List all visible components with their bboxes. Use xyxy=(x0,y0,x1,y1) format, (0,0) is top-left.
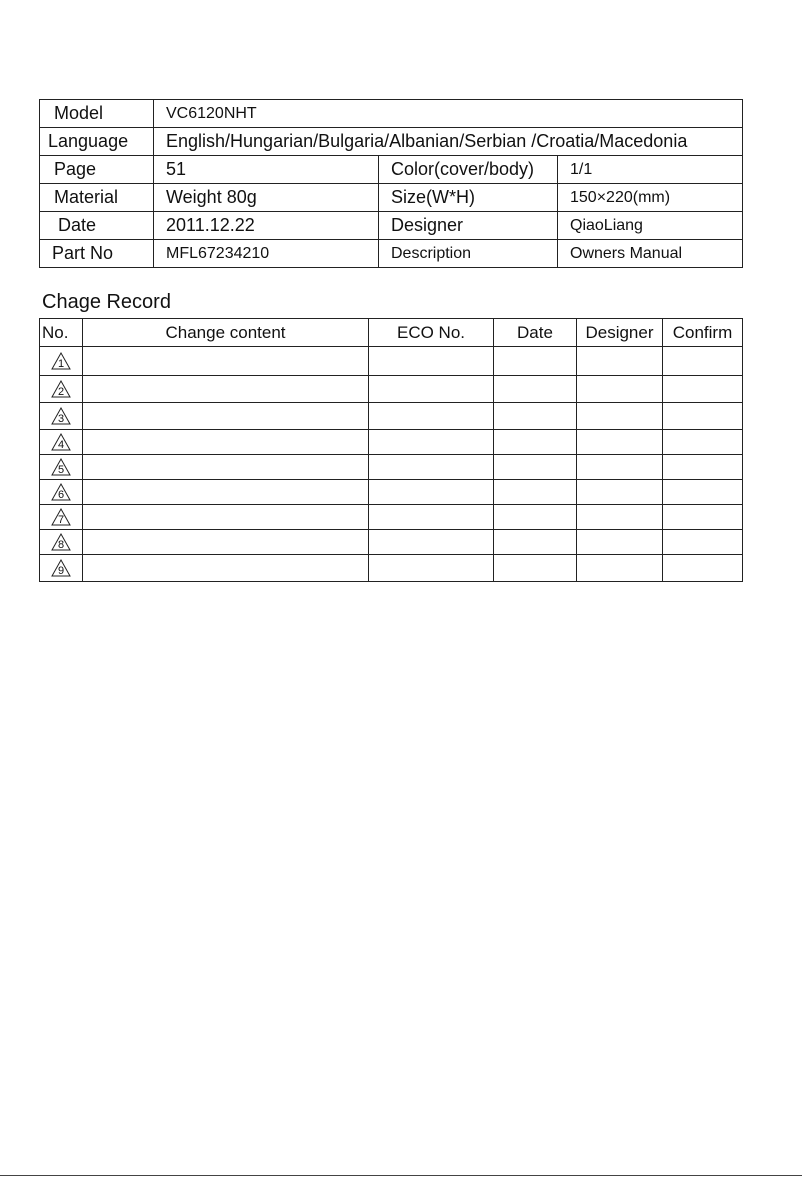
header-confirm: Confirm xyxy=(663,319,743,347)
spec-row-material xyxy=(40,184,743,212)
designer-cell xyxy=(577,403,663,430)
change-content-cell xyxy=(83,376,369,403)
date-cell xyxy=(494,555,577,582)
table-row xyxy=(40,530,743,555)
table-row xyxy=(40,403,743,430)
size-label: Size(W*H) xyxy=(379,184,558,212)
eco-no-cell xyxy=(369,430,494,455)
table-row xyxy=(40,555,743,582)
confirm-cell xyxy=(663,480,743,505)
date-cell xyxy=(494,347,577,376)
confirm-cell xyxy=(663,347,743,376)
description-label: Description xyxy=(379,240,558,268)
change-record-table xyxy=(39,318,743,582)
row-number: 1 xyxy=(57,357,65,370)
table-row xyxy=(40,505,743,530)
material-value: Weight 80g xyxy=(154,184,379,212)
triangle-revision-icon xyxy=(51,458,71,476)
date-value: 2011.12.22 xyxy=(154,212,379,240)
change-record-header xyxy=(40,319,743,347)
change-content-cell xyxy=(83,455,369,480)
designer-cell xyxy=(577,347,663,376)
spec-row-page xyxy=(40,156,743,184)
table-row xyxy=(40,480,743,505)
row-number: 3 xyxy=(57,412,65,425)
row-number-cell xyxy=(40,555,83,582)
change-record-title: Chage Record xyxy=(42,291,171,313)
eco-no-cell xyxy=(369,480,494,505)
eco-no-cell xyxy=(369,403,494,430)
row-number: 9 xyxy=(57,564,65,577)
date-cell xyxy=(494,480,577,505)
page-label: Page xyxy=(40,156,154,184)
size-value: 150×220(mm) xyxy=(558,184,743,212)
designer-value: QiaoLiang xyxy=(558,212,743,240)
row-number-cell xyxy=(40,347,83,376)
triangle-revision-icon xyxy=(51,533,71,551)
language-label: Language xyxy=(40,128,154,156)
row-number-cell xyxy=(40,480,83,505)
date-label: Date xyxy=(40,212,154,240)
eco-no-cell xyxy=(369,347,494,376)
change-content-cell xyxy=(83,505,369,530)
triangle-revision-icon xyxy=(51,407,71,425)
row-number: 5 xyxy=(57,463,65,476)
model-value: VC6120NHT xyxy=(154,100,743,128)
triangle-revision-icon xyxy=(51,508,71,526)
row-number-cell xyxy=(40,403,83,430)
row-number: 4 xyxy=(57,438,65,451)
eco-no-cell xyxy=(369,505,494,530)
spec-row-model xyxy=(40,100,743,128)
confirm-cell xyxy=(663,455,743,480)
triangle-revision-icon xyxy=(51,352,71,370)
row-number: 2 xyxy=(57,385,65,398)
designer-cell xyxy=(577,530,663,555)
designer-cell xyxy=(577,430,663,455)
date-cell xyxy=(494,530,577,555)
material-label: Material xyxy=(40,184,154,212)
table-row xyxy=(40,347,743,376)
change-record-body xyxy=(40,347,743,582)
language-value: English/Hungarian/Bulgaria/Albanian/Serbian /Croatia/Macedonia xyxy=(154,128,743,156)
row-number-cell xyxy=(40,505,83,530)
change-content-cell xyxy=(83,530,369,555)
eco-no-cell xyxy=(369,455,494,480)
row-number: 7 xyxy=(57,513,65,526)
table-row xyxy=(40,376,743,403)
triangle-revision-icon xyxy=(51,380,71,398)
date-cell xyxy=(494,403,577,430)
partno-value: MFL67234210 xyxy=(154,240,379,268)
spec-row-date xyxy=(40,212,743,240)
page-bottom-rule xyxy=(0,1175,802,1176)
date-cell xyxy=(494,376,577,403)
header-change-content: Change content xyxy=(83,319,369,347)
header-eco-no: ECO No. xyxy=(369,319,494,347)
date-cell xyxy=(494,455,577,480)
description-value: Owners Manual xyxy=(558,240,743,268)
row-number-cell xyxy=(40,430,83,455)
color-label: Color(cover/body) xyxy=(379,156,558,184)
triangle-revision-icon xyxy=(51,483,71,501)
header-date: Date xyxy=(494,319,577,347)
confirm-cell xyxy=(663,555,743,582)
designer-cell xyxy=(577,505,663,530)
designer-cell xyxy=(577,555,663,582)
row-number: 8 xyxy=(57,538,65,551)
row-number-cell xyxy=(40,376,83,403)
row-number-cell xyxy=(40,530,83,555)
confirm-cell xyxy=(663,376,743,403)
row-number-cell xyxy=(40,455,83,480)
change-content-cell xyxy=(83,430,369,455)
confirm-cell xyxy=(663,403,743,430)
row-number: 6 xyxy=(57,488,65,501)
triangle-revision-icon xyxy=(51,433,71,451)
eco-no-cell xyxy=(369,555,494,582)
spec-row-partno xyxy=(40,240,743,268)
eco-no-cell xyxy=(369,376,494,403)
designer-cell xyxy=(577,376,663,403)
spec-row-language xyxy=(40,128,743,156)
designer-label: Designer xyxy=(379,212,558,240)
spec-table xyxy=(39,99,743,268)
table-row xyxy=(40,430,743,455)
confirm-cell xyxy=(663,530,743,555)
change-content-cell xyxy=(83,480,369,505)
change-content-cell xyxy=(83,403,369,430)
color-value: 1/1 xyxy=(558,156,743,184)
change-content-cell xyxy=(83,555,369,582)
model-label: Model xyxy=(40,100,154,128)
designer-cell xyxy=(577,455,663,480)
table-row xyxy=(40,455,743,480)
designer-cell xyxy=(577,480,663,505)
triangle-revision-icon xyxy=(51,559,71,577)
change-content-cell xyxy=(83,347,369,376)
eco-no-cell xyxy=(369,530,494,555)
header-designer: Designer xyxy=(577,319,663,347)
header-no: No. xyxy=(40,319,83,347)
page-value: 51 xyxy=(154,156,379,184)
confirm-cell xyxy=(663,430,743,455)
date-cell xyxy=(494,430,577,455)
partno-label: Part No xyxy=(40,240,154,268)
confirm-cell xyxy=(663,505,743,530)
date-cell xyxy=(494,505,577,530)
